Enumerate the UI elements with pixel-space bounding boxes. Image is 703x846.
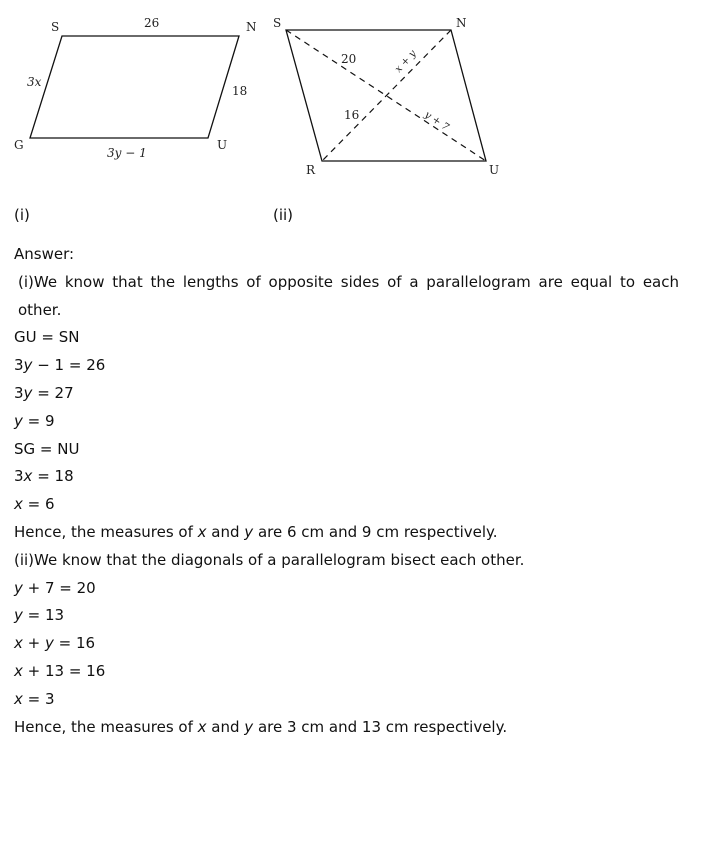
equation-y-plus-7: y + 7 = 20	[14, 578, 96, 597]
diagonal-nr	[322, 30, 451, 161]
equation-3y-minus-1: 3y − 1 = 26	[14, 356, 106, 375]
parallelogram-i	[14, 16, 257, 160]
side-label-left: 3x	[27, 75, 42, 89]
side-label-top: 26	[144, 16, 160, 30]
solution-text	[14, 241, 679, 741]
equation-x-plus-y-16: x + y = 16	[14, 634, 96, 653]
equation-y-9: y = 9	[14, 411, 55, 430]
vertex-n-i: N	[246, 20, 257, 34]
equation-gu-sn: GU = SN	[14, 328, 80, 347]
segment-label-y-plus-7: y + 7	[422, 109, 451, 134]
side-label-bottom: 3y − 1	[107, 146, 147, 160]
equation-x-3: x = 3	[14, 689, 55, 708]
caption-i: (i)	[14, 206, 30, 224]
vertex-u-i: U	[217, 138, 228, 152]
equation-3y-27: 3y = 27	[14, 383, 74, 402]
parallelogram-ii	[273, 16, 499, 177]
vertex-s-ii: S	[273, 16, 282, 30]
equation-y-13: y = 13	[14, 606, 65, 625]
conclusion-ii: Hence, the measures of x and y are 3 cm and 13 cm respectively.	[14, 717, 508, 736]
conclusion-i: Hence, the measures of x and y are 6 cm and 9 cm respectively.	[14, 522, 498, 541]
vertex-u-ii: U	[489, 163, 500, 177]
vertex-r-ii: R	[306, 163, 316, 177]
segment-label-x-plus-y: x + y	[393, 48, 419, 76]
answer-heading: Answer:	[14, 245, 75, 263]
equation-3x-18: 3x = 18	[14, 467, 74, 486]
segment-label-16: 16	[344, 108, 360, 122]
segment-label-20: 20	[341, 52, 357, 66]
figures	[0, 0, 703, 200]
side-label-right: 18	[232, 84, 248, 98]
vertex-s-i: S	[51, 20, 60, 34]
part-ii-intro: (ii)We know that the diagonals of a parallelogram bisect each other.	[14, 550, 525, 569]
vertex-n-ii: N	[456, 16, 467, 30]
caption-ii: (ii)	[273, 206, 294, 224]
vertex-g-i: G	[14, 138, 24, 152]
equation-sg-nu: SG = NU	[14, 439, 80, 458]
parallelogram-i-outline	[30, 36, 239, 138]
equation-x-plus-13: x + 13 = 16	[14, 661, 106, 680]
equation-x-6: x = 6	[14, 495, 55, 514]
part-i-intro: (i)We know that the lengths of opposite sides of a parallelogram are equal to each other.	[18, 272, 679, 319]
